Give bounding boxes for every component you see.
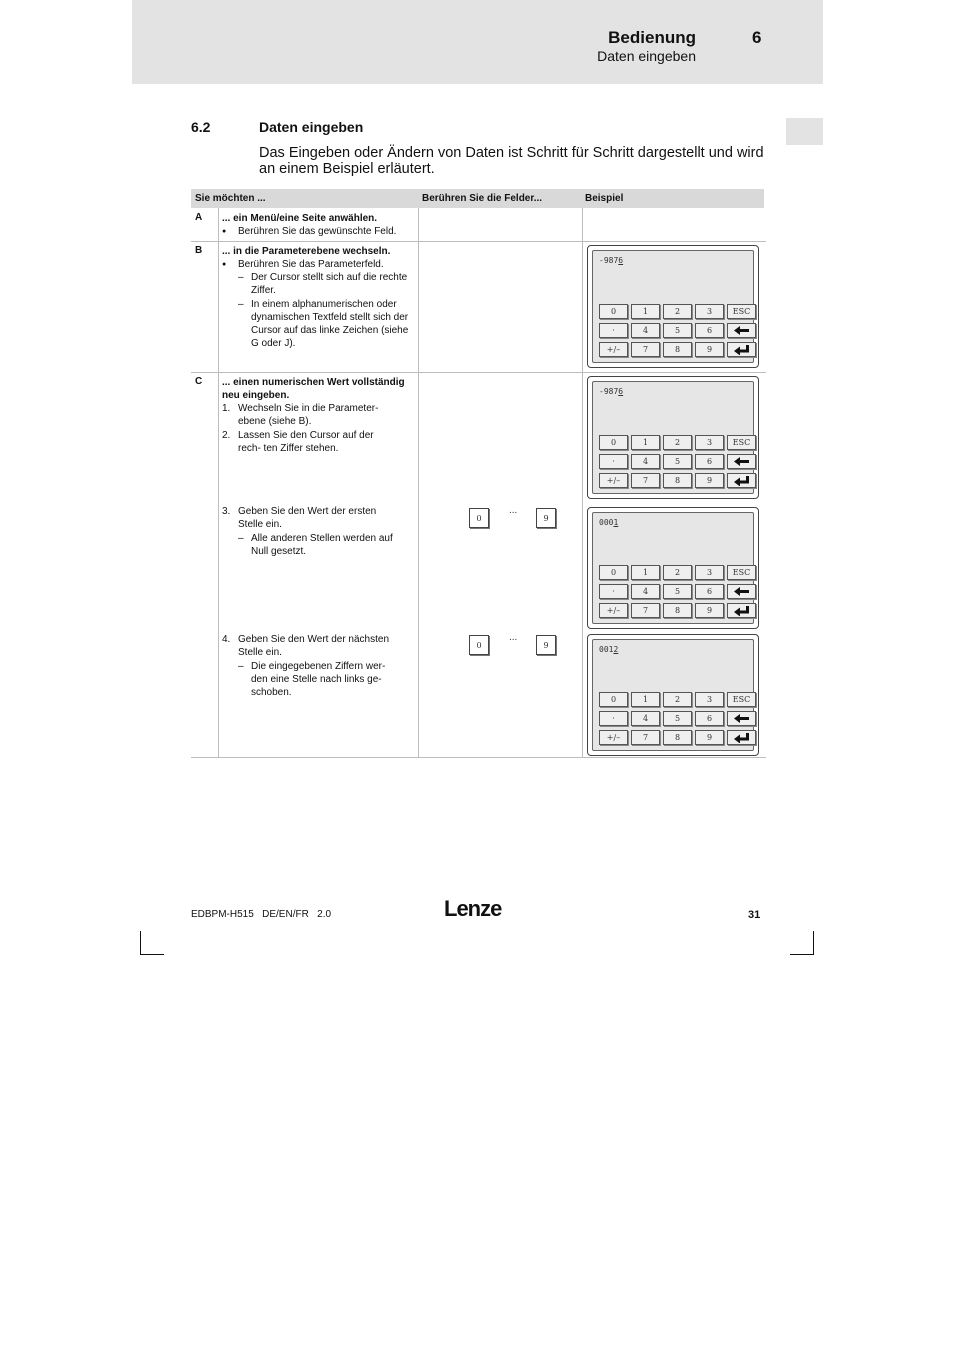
keypad-key-6[interactable]: 6 <box>695 454 724 469</box>
row-b-bullet: Berühren Sie das Parameterfeld. <box>238 259 384 270</box>
row-a-bullet: Berühren Sie das gewünschte Feld. <box>238 226 397 237</box>
display-value <box>599 256 623 265</box>
keypad-key-6[interactable]: 6 <box>695 323 724 338</box>
crop-mark <box>790 954 814 955</box>
table-row-divider <box>191 372 766 373</box>
table-header <box>191 189 764 208</box>
backspace-arrow-icon <box>734 457 750 466</box>
ellipsis: ... <box>509 632 518 643</box>
display-digits: -987 <box>599 256 619 265</box>
keypad-panel <box>587 376 759 499</box>
keypad-key-pm[interactable]: +/– <box>599 603 628 618</box>
keypad-key-9[interactable]: 9 <box>695 342 724 357</box>
keypad-key-8[interactable]: 8 <box>663 473 692 488</box>
panel-screen <box>592 250 754 363</box>
keypad-key-6[interactable]: 6 <box>695 584 724 599</box>
keypad-grid <box>599 435 757 488</box>
row-c-step4: Geben Sie den Wert der nächsten Stelle ein. <box>238 634 390 658</box>
display-value <box>599 645 618 654</box>
row-letter-c: C <box>195 376 203 387</box>
enter-arrow-icon <box>734 476 750 486</box>
keypad-key-2[interactable]: 2 <box>663 692 692 707</box>
table-divider <box>418 208 419 758</box>
keypad-key-dot[interactable]: · <box>599 454 628 469</box>
keypad-key-5[interactable]: 5 <box>663 584 692 599</box>
display-digits: -987 <box>599 387 619 396</box>
backspace-key[interactable] <box>727 711 756 726</box>
keypad-key-7[interactable]: 7 <box>631 473 660 488</box>
row-c-step4-block <box>222 633 414 699</box>
row-c-step2: Lassen Sie den Cursor auf der rech- ten Ziffer stehen. <box>238 430 374 454</box>
dash-marker: – <box>238 272 244 283</box>
crop-mark <box>140 931 141 955</box>
backspace-key[interactable] <box>727 454 756 469</box>
chapter-side-tab <box>786 118 823 145</box>
keypad-key-dot[interactable]: · <box>599 711 628 726</box>
step-number: 2. <box>222 430 231 441</box>
keypad-key-1[interactable]: 1 <box>631 565 660 580</box>
header-col-touch: Berühren Sie die Felder... <box>422 193 543 204</box>
lenze-logo: Lenze <box>444 896 502 921</box>
keypad-key-6[interactable]: 6 <box>695 711 724 726</box>
keypad-key-8[interactable]: 8 <box>663 342 692 357</box>
row-letter-b: B <box>195 245 203 256</box>
keypad-key-3[interactable]: 3 <box>695 692 724 707</box>
enter-arrow-icon <box>734 733 750 743</box>
row-c-step1: Wechseln Sie in die Parameter- ebene (siehe B). <box>238 403 379 427</box>
dash-marker: – <box>238 533 244 544</box>
cursor-digit: 6 <box>618 387 624 396</box>
keypad-key-pm[interactable]: +/– <box>599 730 628 745</box>
keypad-key-pm[interactable]: +/– <box>599 342 628 357</box>
keypad-key-4[interactable]: 4 <box>631 711 660 726</box>
keypad-key-1[interactable]: 1 <box>631 304 660 319</box>
keypad-key-3[interactable]: 3 <box>695 565 724 580</box>
row-b-title: ... in die Parameterebene wechseln. <box>222 246 391 257</box>
display-value <box>599 518 618 527</box>
enter-key[interactable] <box>727 730 756 745</box>
keypad-key-9[interactable]: 9 <box>695 730 724 745</box>
panel-screen <box>592 381 754 494</box>
table-divider <box>218 208 219 758</box>
keypad-key-0[interactable]: 0 <box>599 692 628 707</box>
row-letter-a: A <box>195 212 203 223</box>
keypad-key-7[interactable]: 7 <box>631 342 660 357</box>
keypad-panel <box>587 634 759 756</box>
keypad-key-esc[interactable]: ESC <box>727 565 756 580</box>
bullet-marker: ● <box>222 228 227 235</box>
cursor-digit: 2 <box>613 645 619 654</box>
keypad-key-pm[interactable]: +/– <box>599 473 628 488</box>
keypad-key-dot[interactable]: · <box>599 323 628 338</box>
keypad-key-7[interactable]: 7 <box>631 603 660 618</box>
keypad-grid <box>599 565 757 618</box>
touch-key-9: 9 <box>536 508 556 528</box>
backspace-key[interactable] <box>727 584 756 599</box>
section-intro: Das Eingeben oder Ändern von Daten ist Schritt für Schritt dargestellt und wird an einem Beispiel erläutert. <box>259 145 764 177</box>
panel-screen <box>592 639 754 751</box>
keypad-key-8[interactable]: 8 <box>663 730 692 745</box>
chapter-number: 6 <box>752 28 762 47</box>
touch-key-9: 9 <box>536 635 556 655</box>
table-row-divider <box>191 757 766 758</box>
backspace-key[interactable] <box>727 323 756 338</box>
touch-key-0: 0 <box>469 635 489 655</box>
keypad-key-8[interactable]: 8 <box>663 603 692 618</box>
backspace-arrow-icon <box>734 326 750 335</box>
keypad-key-esc[interactable]: ESC <box>727 304 756 319</box>
keypad-key-dot[interactable]: · <box>599 584 628 599</box>
keypad-key-9[interactable]: 9 <box>695 603 724 618</box>
keypad-key-2[interactable]: 2 <box>663 304 692 319</box>
cursor-digit: 6 <box>618 256 624 265</box>
row-c-step3-block <box>222 505 414 558</box>
crop-mark <box>140 954 164 955</box>
row-c-content <box>222 376 414 455</box>
enter-arrow-icon <box>734 606 750 616</box>
row-c-step4-dash: Die eingegebenen Ziffern wer- den eine Stelle nach links ge- schoben. <box>251 661 386 698</box>
enter-arrow-icon <box>734 345 750 355</box>
document-id: EDBPM-H515 DE/EN/FR 2.0 <box>191 909 332 920</box>
row-b-dash2: In einem alphanumerischen oder dynamischen Textfeld stellt sich der Cursor auf das linke Zeichen (siehe G oder J). <box>251 299 409 349</box>
backspace-arrow-icon <box>734 587 750 596</box>
enter-key[interactable] <box>727 603 756 618</box>
bullet-marker: ● <box>222 261 227 268</box>
keypad-key-esc[interactable]: ESC <box>727 435 756 450</box>
ellipsis: ... <box>509 505 518 516</box>
keypad-key-7[interactable]: 7 <box>631 730 660 745</box>
keypad-key-1[interactable]: 1 <box>631 435 660 450</box>
keypad-key-0[interactable]: 0 <box>599 304 628 319</box>
step-number: 1. <box>222 403 231 414</box>
keypad-key-0[interactable]: 0 <box>599 565 628 580</box>
keypad-key-esc[interactable]: ESC <box>727 692 756 707</box>
step-number: 3. <box>222 506 231 517</box>
row-c-title: ... einen numerischen Wert vollständig neu eingeben. <box>222 377 405 401</box>
display-digits: 000 <box>599 518 614 527</box>
page-number: 31 <box>748 909 761 921</box>
row-c-step3: Geben Sie den Wert der ersten Stelle ein. <box>238 506 377 530</box>
crop-mark <box>813 931 814 955</box>
section-title: Daten eingeben <box>259 119 364 135</box>
keypad-key-1[interactable]: 1 <box>631 692 660 707</box>
keypad-key-5[interactable]: 5 <box>663 711 692 726</box>
section-number: 6.2 <box>191 119 211 135</box>
keypad-key-4[interactable]: 4 <box>631 584 660 599</box>
keypad-grid <box>599 304 757 357</box>
chapter-subtitle: Daten eingeben <box>597 48 696 64</box>
row-a-content <box>222 212 414 238</box>
display-digits: 001 <box>599 645 614 654</box>
table-row-divider <box>191 241 766 242</box>
enter-key[interactable] <box>727 342 756 357</box>
step-number: 4. <box>222 634 231 645</box>
keypad-grid <box>599 692 757 745</box>
keypad-key-4[interactable]: 4 <box>631 454 660 469</box>
keypad-key-3[interactable]: 3 <box>695 435 724 450</box>
row-b-dash1: Der Cursor stellt sich auf die rechte Ziffer. <box>251 272 408 296</box>
row-a-title: ... ein Menü/eine Seite anwählen. <box>222 213 378 224</box>
table-divider <box>582 208 583 758</box>
keypad-key-5[interactable]: 5 <box>663 454 692 469</box>
chapter-title: Bedienung <box>608 28 696 47</box>
keypad-key-3[interactable]: 3 <box>695 304 724 319</box>
panel-screen <box>592 512 754 624</box>
row-b-content <box>222 245 414 350</box>
keypad-key-4[interactable]: 4 <box>631 323 660 338</box>
keypad-key-2[interactable]: 2 <box>663 565 692 580</box>
header-band <box>132 0 823 84</box>
keypad-key-2[interactable]: 2 <box>663 435 692 450</box>
keypad-panel <box>587 245 759 368</box>
backspace-arrow-icon <box>734 714 750 723</box>
header-col-want: Sie möchten ... <box>195 193 266 204</box>
keypad-key-9[interactable]: 9 <box>695 473 724 488</box>
header-col-example: Beispiel <box>585 193 624 204</box>
cursor-digit: 1 <box>613 518 619 527</box>
row-c-step3-dash: Alle anderen Stellen werden auf Null gesetzt. <box>251 533 393 557</box>
dash-marker: – <box>238 299 244 310</box>
keypad-panel <box>587 507 759 629</box>
touch-key-0: 0 <box>469 508 489 528</box>
keypad-key-0[interactable]: 0 <box>599 435 628 450</box>
display-value <box>599 387 623 396</box>
keypad-key-5[interactable]: 5 <box>663 323 692 338</box>
enter-key[interactable] <box>727 473 756 488</box>
dash-marker: – <box>238 661 244 672</box>
